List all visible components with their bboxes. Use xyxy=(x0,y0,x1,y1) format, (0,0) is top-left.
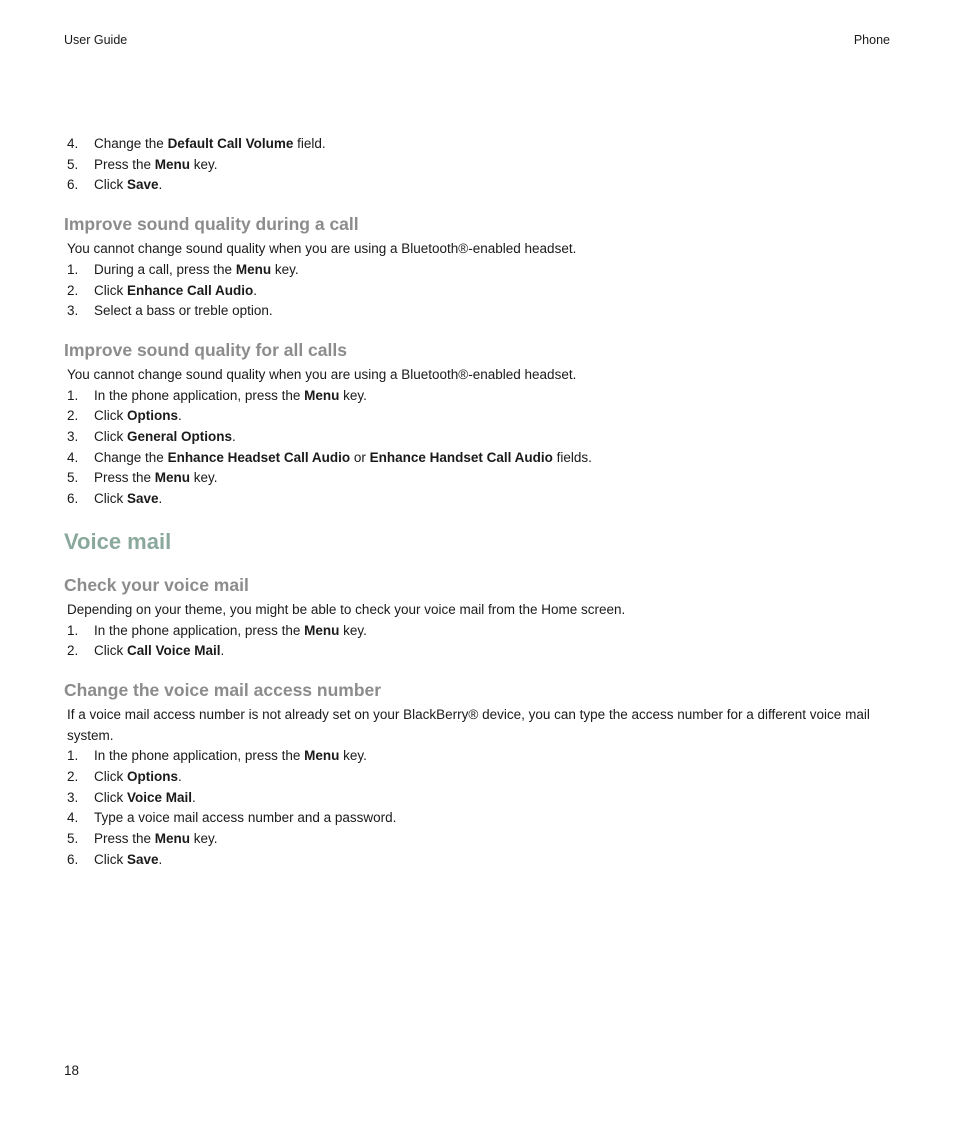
step-text: Type a voice mail access number and a password. xyxy=(94,810,397,826)
step-text: Click xyxy=(94,408,127,424)
list-item xyxy=(64,468,890,489)
step-number: 2. xyxy=(67,282,79,298)
step-text: Click xyxy=(94,643,127,659)
step-text-end: . xyxy=(253,282,258,298)
section-paragraph: You cannot change sound quality when you are using a Bluetooth®-enabled headset. xyxy=(67,241,577,257)
check-voice-mail-steps-list xyxy=(64,621,890,662)
all-calls-steps-list xyxy=(64,386,890,510)
step-text-end: . xyxy=(158,177,163,193)
step-text: Click xyxy=(94,851,127,867)
step-ui-term: Enhance Call Audio xyxy=(127,282,254,298)
list-item xyxy=(64,260,890,281)
step-number: 4. xyxy=(67,136,79,151)
step-number: 2. xyxy=(67,769,79,785)
running-header-left: User Guide xyxy=(64,33,128,47)
step-ui-term: Menu xyxy=(304,387,340,403)
step-text-end: . xyxy=(158,491,163,507)
page-content xyxy=(64,134,890,871)
step-text: Change the xyxy=(94,136,168,151)
list-item xyxy=(64,767,890,788)
step-number: 3. xyxy=(67,303,79,319)
step-ui-term: Options xyxy=(127,769,178,785)
step-text: Click xyxy=(94,789,127,805)
step-number: 6. xyxy=(67,491,79,507)
step-text-end: . xyxy=(158,851,163,867)
step-text-end: . xyxy=(232,429,236,445)
step-text-end: key. xyxy=(339,387,367,403)
step-text-end: key. xyxy=(190,156,218,172)
step-ui-term: Save xyxy=(127,491,159,507)
step-number: 2. xyxy=(67,643,79,659)
step-ui-term: Menu xyxy=(304,622,340,638)
section-paragraph: Depending on your theme, you might be able to check your voice mail from the Home screen. xyxy=(67,601,626,617)
step-number: 1. xyxy=(67,748,79,764)
step-number: 5. xyxy=(67,831,79,847)
step-number: 5. xyxy=(67,156,79,172)
step-text-end: key. xyxy=(190,831,218,847)
step-number: 1. xyxy=(67,622,79,638)
list-item xyxy=(64,489,890,510)
step-ui-term: Menu xyxy=(154,470,191,486)
step-number: 4. xyxy=(67,810,79,826)
step-text: Click xyxy=(94,282,127,298)
step-text: Click xyxy=(94,769,127,785)
step-text: Change the xyxy=(94,449,168,465)
list-item xyxy=(64,175,890,196)
list-item xyxy=(64,448,890,469)
step-text-mid: or xyxy=(350,449,370,465)
during-call-steps-list xyxy=(64,260,890,322)
step-number: 3. xyxy=(67,429,79,445)
step-text: Press the xyxy=(94,470,155,486)
step-ui-term: Menu xyxy=(154,156,191,172)
step-ui-term: Voice Mail xyxy=(127,789,193,805)
step-number: 6. xyxy=(67,851,79,867)
step-text: In the phone application, press the xyxy=(94,387,305,403)
list-item xyxy=(64,746,890,767)
step-text-end: key. xyxy=(271,261,299,277)
list-item xyxy=(64,386,890,407)
step-ui-term: Menu xyxy=(304,748,340,764)
section-paragraph: If a voice mail access number is not already set on your BlackBerry® device, you can type the access number for a different voice mail system. xyxy=(67,706,870,743)
step-ui-term: Options xyxy=(127,408,178,424)
section-paragraph: You cannot change sound quality when you are using a Bluetooth®-enabled headset. xyxy=(67,366,577,382)
step-text: Press the xyxy=(94,156,155,172)
step-text: In the phone application, press the xyxy=(94,748,305,764)
list-item xyxy=(64,641,890,662)
list-item xyxy=(64,850,890,871)
step-ui-term-2: Enhance Handset Call Audio xyxy=(369,449,553,465)
step-number: 1. xyxy=(67,261,79,277)
section-heading-all-calls: Improve sound quality for all calls xyxy=(64,339,347,360)
step-ui-term: General Options xyxy=(127,429,233,445)
step-ui-term: Enhance Headset Call Audio xyxy=(167,449,351,465)
step-ui-term: Call Voice Mail xyxy=(127,643,221,659)
step-number: 1. xyxy=(67,387,79,403)
step-ui-term: Default Call Volume xyxy=(167,136,294,151)
step-text: Press the xyxy=(94,831,155,847)
step-text-end: key. xyxy=(190,470,218,486)
list-item xyxy=(64,406,890,427)
list-item xyxy=(64,808,890,829)
step-text-end: field. xyxy=(293,136,326,151)
step-number: 3. xyxy=(67,789,79,805)
step-ui-term: Save xyxy=(127,851,159,867)
change-access-number-steps-list xyxy=(64,746,890,870)
step-text-end: . xyxy=(178,769,182,785)
step-text-end: . xyxy=(220,643,225,659)
list-item xyxy=(64,829,890,850)
step-text-end: . xyxy=(192,789,196,805)
step-text: In the phone application, press the xyxy=(94,622,305,638)
list-item xyxy=(64,621,890,642)
step-text: Select a bass or treble option. xyxy=(94,303,273,319)
section-heading-during-call: Improve sound quality during a call xyxy=(64,214,359,235)
step-text: During a call, press the xyxy=(94,261,236,277)
list-item xyxy=(64,155,890,176)
step-number: 5. xyxy=(67,470,79,486)
step-number: 4. xyxy=(67,449,79,465)
step-text-end: key. xyxy=(339,622,367,638)
step-text-end: fields. xyxy=(552,449,592,465)
running-header-right: Phone xyxy=(853,33,890,47)
step-ui-term: Menu xyxy=(235,261,272,277)
section-heading-check-voice-mail: Check your voice mail xyxy=(64,574,249,595)
step-text-end: key. xyxy=(339,748,367,764)
step-number: 6. xyxy=(67,177,79,193)
section-heading-change-access-number: Change the voice mail access number xyxy=(64,679,382,700)
page-number: 18 xyxy=(64,1063,80,1078)
step-text: Click xyxy=(94,429,127,445)
step-ui-term: Menu xyxy=(154,831,191,847)
list-item xyxy=(64,788,890,809)
step-number: 2. xyxy=(67,408,79,424)
step-ui-term: Save xyxy=(127,177,159,193)
step-text: Click xyxy=(94,177,127,193)
step-text: Click xyxy=(94,491,127,507)
step-text-end: . xyxy=(178,408,182,424)
list-item xyxy=(64,301,890,322)
list-item xyxy=(64,427,890,448)
intro-steps-list xyxy=(64,134,890,196)
list-item xyxy=(64,281,890,302)
list-item xyxy=(64,134,890,155)
chapter-heading-voice-mail: Voice mail xyxy=(64,528,172,554)
